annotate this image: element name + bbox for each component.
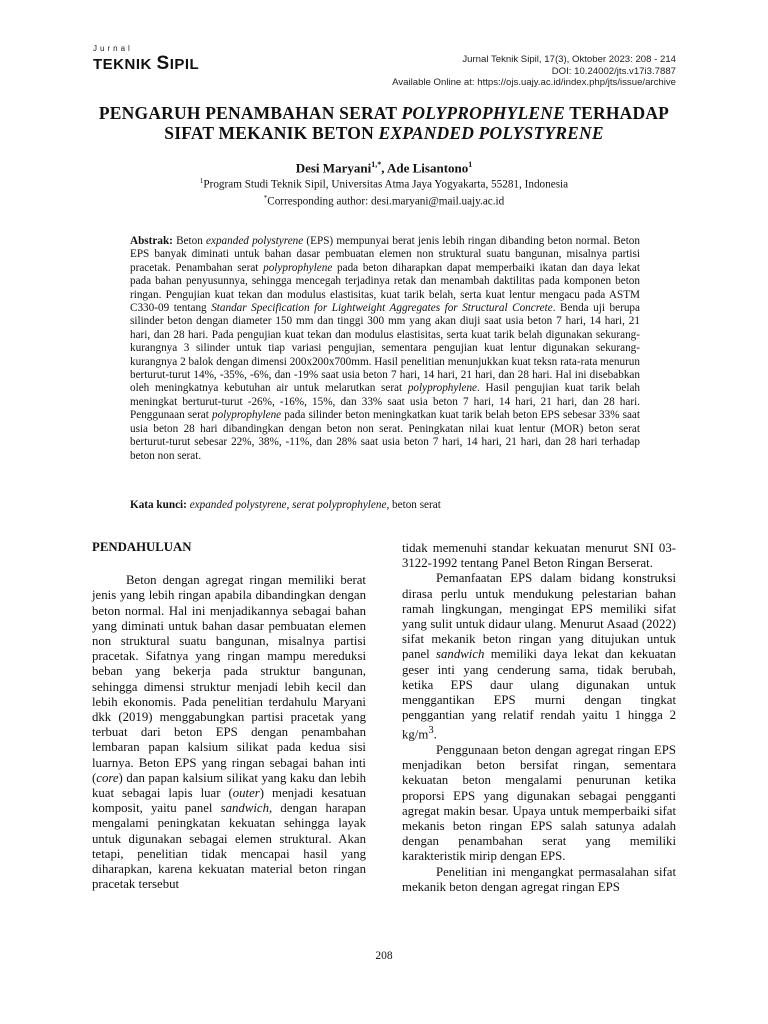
abstract <box>130 235 640 463</box>
keywords-label: Kata kunci: <box>130 499 187 511</box>
affiliation-text: Program Studi Teknik Sipil, Universitas Atma Jaya Yogyakarta, 55281, Indonesia <box>203 178 569 191</box>
corresponding-author <box>60 192 708 209</box>
paragraph-text: . <box>433 727 437 742</box>
abstract-text-italic: polyprophylene <box>263 261 333 274</box>
abstract-text-italic: Standar Specification for Lightweight Aggregates for Structural Concrete <box>211 302 553 315</box>
paragraph-text: , dengan harapan mengalami peningkatan kekuatan sehingga layak untuk digunakan sebagai elemen struktural. Akan tetapi, penelitian tidak mencapai hasil yang diharapkan, karena kekuatan material beton ringan pracetak tersebut <box>92 801 366 892</box>
author-2-sup: 1 <box>468 160 473 169</box>
logo-small-text: Jurnal <box>93 44 133 53</box>
affiliations <box>60 175 708 209</box>
author-separator: , <box>381 160 387 176</box>
affiliation-sup: 1 <box>199 177 204 185</box>
page-number: 208 <box>375 950 393 962</box>
section-heading: PENDAHULUAN <box>92 540 192 554</box>
author-1: Desi Maryani <box>295 160 372 176</box>
abstract-text: Beton <box>172 235 207 247</box>
affiliation-line <box>60 175 708 192</box>
paragraph <box>92 573 366 892</box>
abstract-text: (EPS) mempunyai berat jenis lebih ringan dibanding beton normal. Beton EPS banyak diminati untuk bahan dasar pembuatan elemen non struktural suatu bangunan, misalnya partisi pracetak. Penambahan serat <box>130 235 640 274</box>
author-2: Ade Lisantono <box>386 160 469 176</box>
paragraph-continued: tidak memenuhi standar kekuatan menurut SNI 03-3122-1992 tentang Panel Beton Ringan Berserat. <box>402 541 676 571</box>
abstract-text: pada silinder beton meningkatkan kuat tarik belah beton EPS sebesar 33% saat usia beton 28 hari dibandingkan dengan beton non serat. Peningkatan nilai kuat lentur (MOR) beton serat berturut-turut sebesar 22%, 38%, -11%, dan 28% saat usia beton 7 hari, 14 hari, 21 hari, dan 28 hari terhadap beton non serat. <box>130 409 640 462</box>
title-part: SIFAT MEKANIK BETON <box>164 122 379 143</box>
paragraph-text: memiliki daya lekat dan kekuatan geser inti yang cenderung sama, tidak berubah, ketika EPS daur ulang digunakan untuk menggantikan EPS murni dengan tingkat penggantian yang relatif rendah yaitu 1 hingga 2 kg/m <box>402 647 676 742</box>
paragraph: Penggunaan beton dengan agregat ringan EPS menjadikan beton bersifat ringan, sementara kekuatan beton mengalami penurunan ketika proporsi EPS yang digunakan sebagai pengganti agregat makin besar. Upaya untuk memperbaiki sifat mekanis beton ringan EPS salah satunya adalah dengan penambahan serat yang memiliki karakteristik mirip dengan EPS. <box>402 742 676 864</box>
abstract-text: . Hasil pengujian kuat tarik belah meningkat berturut-turut -26%, -16%, 15%, dan 33% saat usia beton 7 hari, 14 hari, 21 hari, dan 28 hari. Penggunaan serat <box>130 382 640 422</box>
paragraph-italic: sandwich <box>220 801 269 816</box>
paragraph-italic: core <box>96 770 119 785</box>
abstract-text-italic: polyprophylene <box>211 409 282 422</box>
logo-part-b: S <box>156 53 170 74</box>
abstract-label: Abstrak: <box>130 235 173 247</box>
title-line-1 <box>60 104 708 124</box>
right-column <box>402 541 676 895</box>
available-online-link[interactable]: Available Online at: https://ojs.uajy.ac.id/index.php/jts/issue/archive <box>392 77 676 89</box>
author-1-sup: 1,* <box>371 160 382 169</box>
citation: Jurnal Teknik Sipil, 17(3), Oktober 2023: 208 - 214 <box>462 54 676 65</box>
corresponding-text: Corresponding author: desi.maryani@mail.uajy.ac.id <box>267 195 505 208</box>
abstract-text-italic: expanded polystyrene <box>206 235 304 247</box>
logo-part-a: TEKNIK <box>93 56 157 73</box>
title-part: PENGARUH PENAMBAHAN SERAT <box>98 103 402 123</box>
paragraph-text: ) dan papan kalsium silikat yang kaku dan lebih kuat sebagai lapis luar ( <box>92 770 366 801</box>
doi: DOI: 10.24002/jts.v17i3.7887 <box>551 65 676 77</box>
journal-header-info <box>336 54 676 89</box>
title-part-italic: POLYPROPHYLENE <box>401 103 566 123</box>
paragraph <box>402 571 676 743</box>
abstract-text: . Benda uji berupa silinder beton dengan diameter 150 mm dan tinggi 300 mm yang akan diuji saat usia beton 7 hari, 14 hari, 21 hari, dan 28 hari. Pada pengujian kuat tekan dan modulus elastisitas, serta kuat tarik belah digunakan sekurang-kurangnya 3 silinder untuk tiap variasi pengujian, sementara pengujian kuat lentur digunakan sekurang-kurangnya 2 balok dengan dimensi 200x200x700mm. Hasil penelitian menunjukkan kuat teksn rata-rata menurun berturut-turut 14%, -35%, -6%, dan -19% saat usia beton 7 hari, 14 hari, 21 hari, dan 28 hari. Hal ini disebabkan oleh meningkatnya kebutuhan air untuk melarutkan serat <box>130 302 640 395</box>
title-line-2 <box>60 124 708 144</box>
paragraph: Penelitian ini mengangkat permasalahan sifat mekanik beton dengan agregat ringan EPS <box>402 864 676 894</box>
abstract-text-italic: polyprophylene <box>407 382 478 395</box>
paragraph-sup: 3 <box>428 725 434 737</box>
paragraph-text: Pemanfaatan EPS dalam bidang konstruksi dirasa perlu untuk mendukung pelestarian bahan ramah lingkungan, mengingat EPS memiliki sifat yang sulit untuk didaur ulang. Menurut Asaad (2022) sifat mekanik beton ringan yang ditujukan untuk panel <box>402 571 676 662</box>
abstract-text: pada beton diharapkan dapat memperbaiki ikatan dan daya lekat pada bahan penyusunnya, sehingga mencegah terjadinya retak dan menambah daktilitas pada komponen beton ringan. Pengujian kuat tekan dan modulus elastisitas, kuat tarik belah, serta kuat lentur mengacu pada ASTM C330-09 tentang <box>130 261 640 315</box>
keywords-italic: expanded polystyrene, serat polyprophylene <box>186 499 387 511</box>
title-part-italic: EXPANDED POLYSTYRENE <box>378 122 604 143</box>
keywords <box>130 499 640 512</box>
left-column <box>92 540 366 892</box>
authors <box>60 157 708 175</box>
paragraph-text: Beton dengan agregat ringan memiliki berat jenis yang lebih ringan apabila dibandingkan dengan beton normal. Hal ini menjadikannya sebagai bahan yang diminati untuk bahan dasar pembuatan elemen non struktural suatu bangunan, misalnya partisi pracetak. Sifatnya yang ringan mampu mereduksi beban yang bekerja pada struktur bangunan, sehingga dimensi struktur menjadi lebih kecil dan lebih ekonomis. Pada penelitian terdahulu Maryani dkk (2019) menggabungkan partisi pracetak yang terbuat dari beton EPS dengan penambahan lembaran papan kalsium silikat pada kedua sisi luarnya. Beton EPS yang ringan sebagai bahan inti ( <box>92 573 366 785</box>
title-part: TERHADAP <box>565 103 670 123</box>
logo-main-text <box>93 53 199 75</box>
journal-logo <box>93 44 203 74</box>
logo-part-c: IPIL <box>169 56 200 73</box>
keywords-text: , beton serat <box>386 499 441 511</box>
paragraph-italic: sandwich <box>436 647 485 662</box>
corresponding-sup: * <box>263 194 268 203</box>
paragraph-text: ) menjadi kesatuan komposit, yaitu panel <box>92 786 367 816</box>
paper-title <box>60 104 708 143</box>
paragraph-italic: outer <box>232 786 260 801</box>
